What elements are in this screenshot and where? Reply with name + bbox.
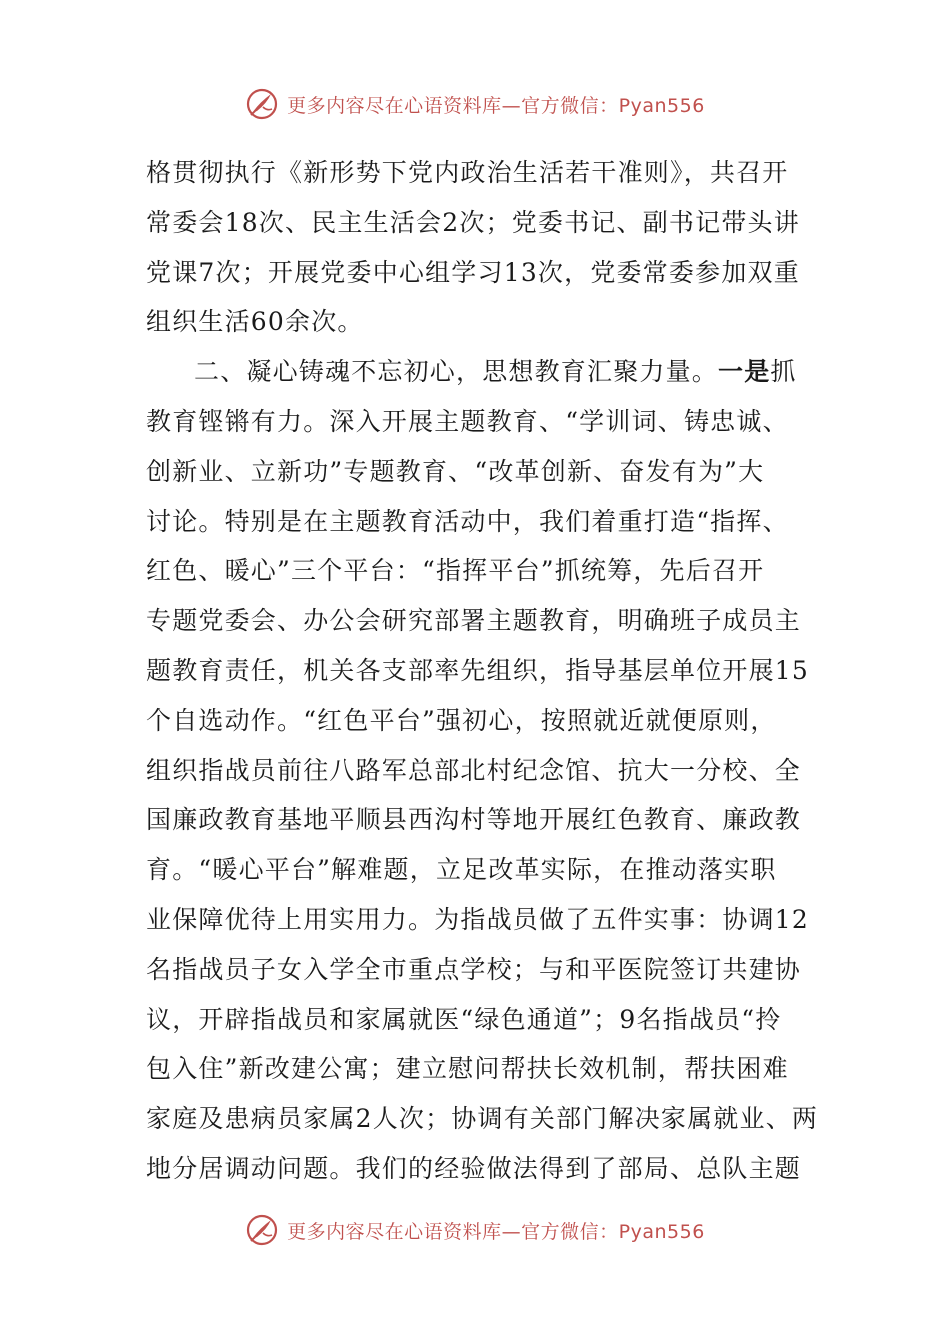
text-line: 题教育责任，机关各支部率先组织，指导基层单位开展15 (146, 655, 810, 685)
text-line: 个自选动作。“红色平台”强初心，按照就近就便原则， (146, 705, 777, 735)
text-line: 专题党委会、办公会研究部署主题教育，明确班子成员主 (146, 606, 802, 636)
text-line: 国廉政教育基地平顺县西沟村等地开展红色教育、廉政教 (146, 805, 802, 835)
text-line: 组织指战员前往八路军总部北村纪念馆、抗大一分校、全 (146, 755, 802, 785)
text-line: 教育铿锵有力。深入开展主题教育、“学训词、铸忠诚、 (146, 406, 789, 436)
document-body (146, 148, 819, 1194)
text-line: 格贯彻执行《新形势下党内政治生活若干准则》，共召开 (146, 158, 789, 187)
header-banner-text: 更多内容尽在心语资料库—官方微信：Pyan556 (287, 94, 705, 117)
text-line: 业保障优待上用实用力。为指战员做了五件实事：协调12 (146, 904, 810, 934)
quill-pen-seal-icon (245, 1213, 279, 1247)
text-line: 红色、暖心”三个平台：“指挥平台”抓统筹，先后召开 (146, 556, 765, 586)
paragraph-heading-line (146, 347, 806, 397)
header-banner (0, 84, 950, 124)
text-line: 创新业、立新功”专题教育、“改革创新、奋发有为”大 (146, 456, 765, 486)
emphasis-label: 一是 (718, 357, 771, 387)
quill-pen-seal-icon (245, 87, 279, 121)
footer-banner-text: 更多内容尽在心语资料库—官方微信：Pyan556 (287, 1220, 705, 1243)
text-line: 常委会18次、民主生活会2次；党委书记、副书记带头讲 (146, 207, 800, 237)
text-line: 包入住”新改建公寓；建立慰问帮扶长效机制，帮扶困难 (146, 1054, 789, 1084)
text-line: 育。“暖心平台”解难题，立足改革实际，在推动落实职 (146, 855, 777, 885)
text-line: 家庭及患病员家属2人次；协调有关部门解决家属就业、两 (146, 1104, 819, 1134)
text-line: 议，开辟指战员和家属就医“绿色通道”；9名指战员“拎 (146, 1004, 782, 1034)
text-fragment: 抓 (770, 357, 797, 387)
text-line: 地分居调动问题。我们的经验做法得到了部局、总队主题 (146, 1153, 802, 1183)
text-line: 组织生活60余次。 (146, 307, 364, 337)
text-line: 讨论。特别是在主题教育活动中，我们着重打造“指挥、 (146, 506, 789, 536)
footer-banner (0, 1210, 950, 1250)
section-heading: 二、凝心铸魂不忘初心，思想教育汇聚力量。 (194, 357, 719, 387)
text-line: 名指战员子女入学全市重点学校；与和平医院签订共建协 (146, 954, 802, 984)
text-line: 党课7次；开展党委中心组学习13次，党委常委参加双重 (146, 257, 800, 287)
